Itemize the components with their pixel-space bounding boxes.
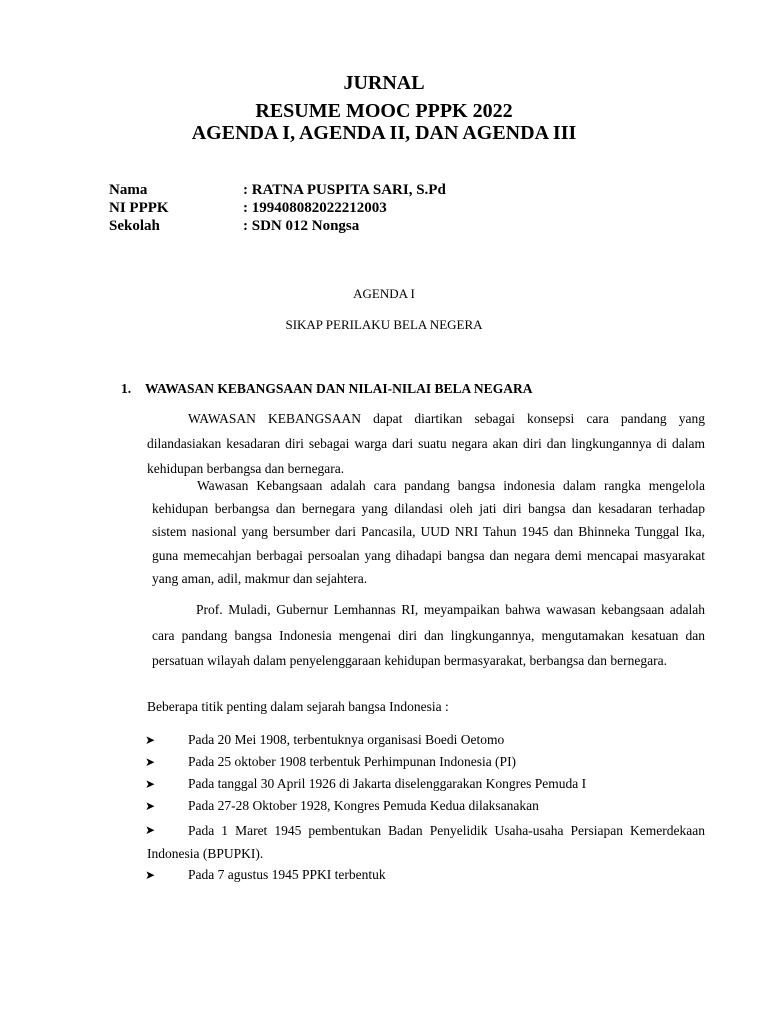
list-item-text: Pada 20 Mei 1908, terbentuknya organisasi Boedi Oetomo (188, 732, 505, 747)
list-item-text: Pada 7 agustus 1945 PPKI terbentuk (188, 867, 386, 882)
identity-value: : 199408082022212003 (243, 200, 387, 216)
identity-value: : RATNA PUSPITA SARI, S.Pd (243, 182, 446, 198)
list-item (147, 751, 705, 773)
identity-value: : SDN 012 Nongsa (243, 218, 360, 234)
arrow-bullet-icon: ➤ (145, 733, 156, 747)
paragraph (152, 474, 705, 590)
arrow-bullet-icon: ➤ (145, 777, 156, 791)
section-heading (121, 381, 532, 397)
agenda-subheading: SIKAP PERILAKU BELA NEGERA (285, 317, 483, 332)
list-item-text: Pada 1 Maret 1945 pembentukan Badan Penyelidik Usaha-usaha Persiapan Kemerdekaan Indonesia (BPUPKI). (147, 823, 705, 861)
section-number: 1. (121, 381, 132, 396)
paragraph-text: WAWASAN KEBANGSAAN dapat diartikan sebagai konsepsi cara pandang yang dilandasiakan kesadaran diri sebagai warga dari suatu negara akan diri dan lingkungannya di dalam kehidupan berbangsa dan bernegara. (147, 411, 705, 476)
list-item (147, 729, 705, 751)
paragraph-text: Prof. Muladi, Gubernur Lemhannas RI, meyampaikan bahwa wawasan kebangsaan adalah cara pandang bangsa Indonesia mengenai diri dan lingkungannya, mengutamakan kesatuan dan persatuan wilayah dalam penyelenggaraan kehidupan bermasyarakat, berbangsa dan bernegara. (152, 602, 705, 668)
identity-label: NI PPPK (109, 200, 169, 216)
list-item (147, 773, 705, 795)
journal-title: JURNAL (343, 72, 425, 94)
arrow-bullet-icon: ➤ (145, 823, 156, 837)
paragraph (147, 406, 705, 481)
arrow-bullet-icon: ➤ (145, 755, 156, 769)
list-intro: Beberapa titik penting dalam sejarah bangsa Indonesia : (147, 699, 449, 714)
list-item (147, 795, 705, 817)
section-title: WAWASAN KEBANGSAAN DAN NILAI-NILAI BELA NEGARA (145, 381, 533, 396)
identity-label: Nama (109, 182, 148, 198)
list-item-text: Pada tanggal 30 April 1926 di Jakarta diselenggarakan Kongres Pemuda I (188, 776, 587, 791)
list-item-text: Pada 27-28 Oktober 1928, Kongres Pemuda Kedua dilaksanakan (188, 798, 539, 813)
arrow-bullet-icon: ➤ (145, 799, 156, 813)
agenda-range-title: AGENDA I, AGENDA II, DAN AGENDA III (191, 122, 577, 144)
arrow-bullet-icon: ➤ (145, 868, 156, 882)
list-item (147, 819, 705, 865)
agenda-heading: AGENDA I (353, 286, 415, 301)
resume-title: RESUME MOOC PPPK 2022 (255, 100, 513, 122)
identity-label: Sekolah (109, 218, 160, 234)
list-item (147, 864, 705, 886)
paragraph (152, 597, 705, 674)
list-item-text: Pada 25 oktober 1908 terbentuk Perhimpunan Indonesia (PI) (188, 754, 517, 769)
paragraph-text: Wawasan Kebangsaan adalah cara pandang bangsa indonesia dalam rangka mengelola kehidupan berbangsa dan bernegara yang dilandasi oleh jati diri bangsa dan kesadaran terhadap sistem nasional yang bersumber dari Pancasila, UUD NRI Tahun 1945 dan Bhinneka Tunggal Ika, guna memecahjan berbagai persoalan yang dihadapi bangsa dan negara demi mencapai masyarakat yang aman, adil, makmur dan sejahtera. (152, 478, 705, 586)
